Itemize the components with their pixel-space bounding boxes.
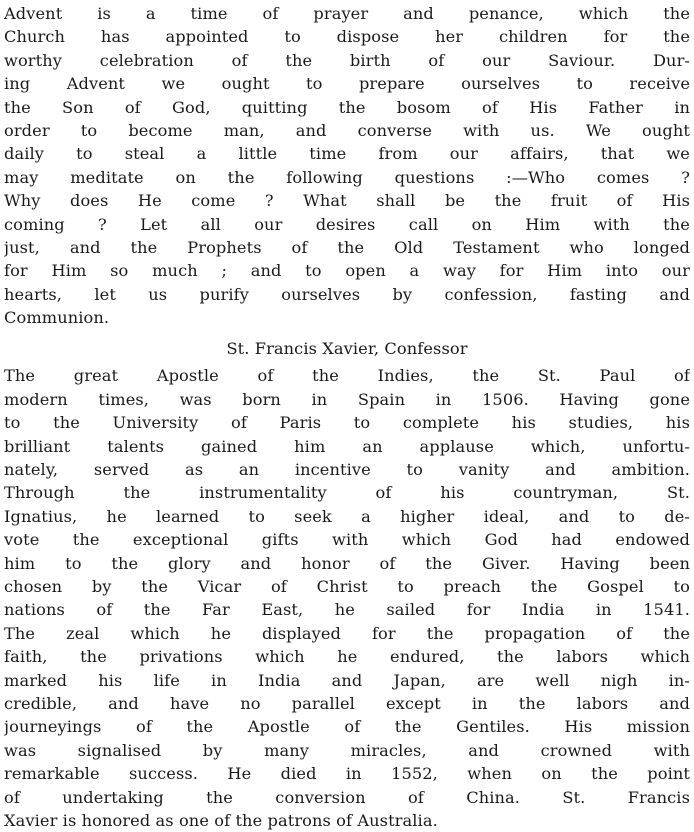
text-line: for Him so much ; and to open a way for Him into our [4, 261, 690, 281]
advent-paragraph [4, 2, 690, 329]
text-line: The zeal which he displayed for the propagation of the [4, 623, 690, 643]
text-line: marked his life in India and Japan, are well nigh in- [4, 670, 690, 690]
xavier-paragraph [4, 364, 690, 832]
text-line: of undertaking the conversion of China. St. Francis [4, 787, 690, 807]
text-line: Why does He come ? What shall be the fruit of His [4, 191, 690, 211]
section-heading: St. Francis Xavier, Confessor [226, 339, 468, 359]
text-line: faith, the privations which he endured, the labors which [4, 647, 690, 667]
text-line: Ignatius, he learned to seek a higher ideal, and to de- [4, 506, 690, 526]
text-line: hearts, let us purify ourselves by confession, fasting and [4, 284, 690, 304]
text-line: Communion. [4, 308, 110, 328]
text-line: coming ? Let all our desires call on Him with the [4, 214, 690, 234]
text-line: was signalised by many miracles, and crowned with [4, 740, 690, 760]
text-line: order to become man, and converse with us. We ought [4, 120, 690, 140]
text-line: nately, served as an incentive to vanity and ambition. [4, 460, 690, 480]
text-line: credible, and have no parallel except in the labors and [4, 693, 690, 713]
text-line: vote the exceptional gifts with which God had endowed [4, 530, 690, 550]
text-line: him to the glory and honor of the Giver. Having been [4, 553, 690, 573]
text-line: daily to steal a little time from our affairs, that we [4, 144, 690, 164]
text-line: Church has appointed to dispose her children for the [4, 27, 690, 47]
text-line: modern times, was born in Spain in 1506. Having gone [4, 389, 690, 409]
text-line: Xavier is honored as one of the patrons of Australia. [4, 810, 438, 830]
text-line: journeyings of the Apostle of the Gentiles. His mission [4, 717, 690, 737]
text-line: the Son of God, quitting the bosom of His Father in [4, 97, 690, 117]
text-line: worthy celebration of the birth of our Saviour. Dur- [4, 50, 690, 70]
text-line: Advent is a time of prayer and penance, which the [4, 4, 690, 23]
text-line: just, and the Prophets of the Old Testament who longed [4, 237, 690, 257]
text-line: chosen by the Vicar of Christ to preach the Gospel to [4, 576, 690, 596]
text-line: to the University of Paris to complete his studies, his [4, 413, 690, 433]
text-line: remarkable success. He died in 1552, when on the point [4, 764, 690, 784]
text-line: may meditate on the following questions :—Who comes ? [4, 167, 690, 187]
text-line: nations of the Far East, he sailed for India in 1541. [4, 600, 690, 620]
text-line: ing Advent we ought to prepare ourselves to receive [4, 74, 690, 94]
text-line: Through the instrumentality of his countryman, St. [4, 483, 690, 503]
text-line: The great Apostle of the Indies, the St. Paul of [4, 366, 690, 386]
text-line: brilliant talents gained him an applause which, unfortu- [4, 436, 690, 456]
